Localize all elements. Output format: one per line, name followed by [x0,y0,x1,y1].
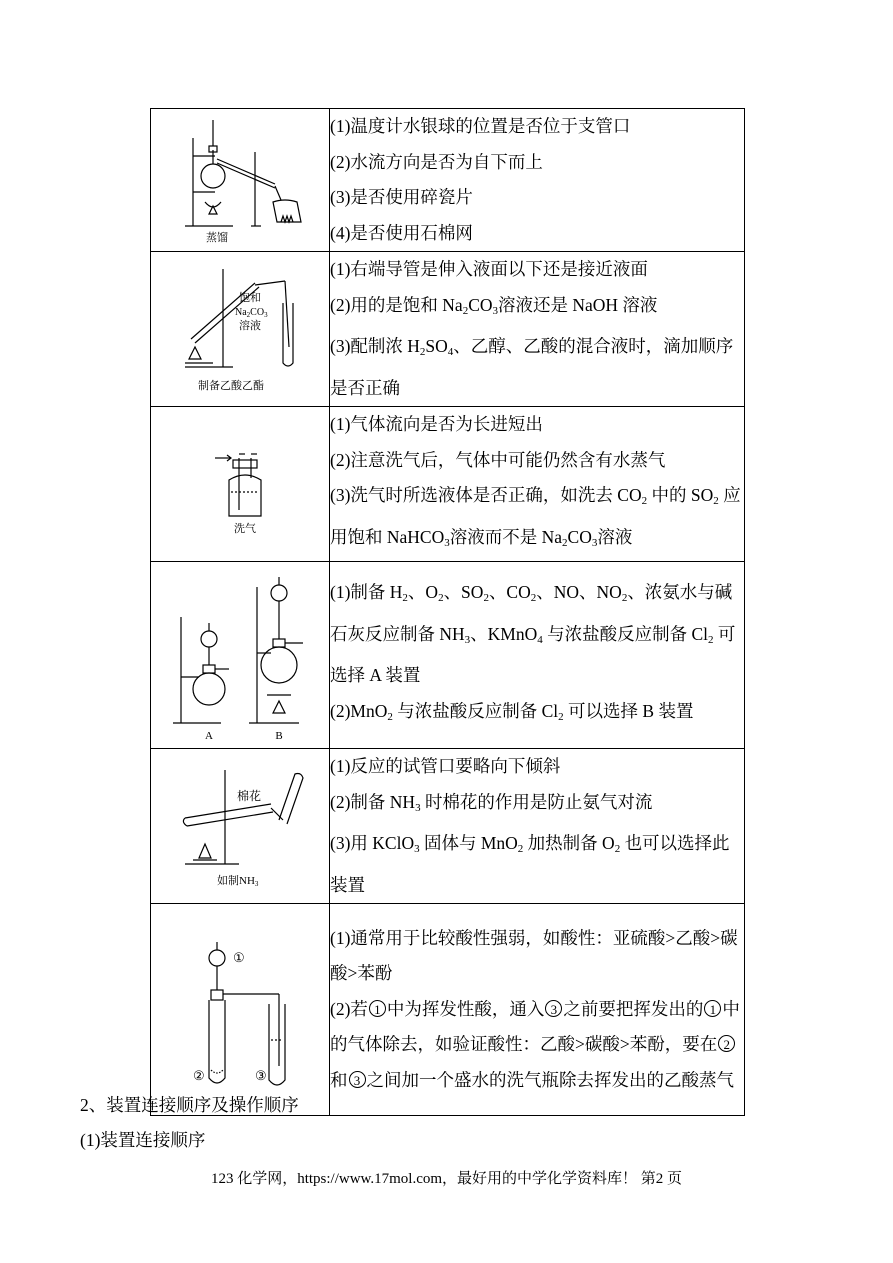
acid-strength-notes [330,904,745,1116]
note-line: (3)用 KClO$_3$ 固体与 MnO$_2$ 加热制备 $O_2$ 也可以选择此装置 [330,833,730,895]
note-line: (1)温度计水银球的位置是否位于支管口 [330,116,631,136]
cotton-label: 棉花 [237,789,262,803]
ethyl-acetate-image-cell [151,252,330,407]
gas-generation-image-cell [151,562,330,749]
gas-washing-image-cell [151,407,330,562]
distillation-image-cell [151,109,330,252]
apparatus-b-label: B [275,730,283,742]
page-footer: 123 化学网，https://www.17mol.com，最好用的中学化学资料库！ 第2 页 [210,1171,683,1187]
note-line: (1)气体流向是否为长进短出 [330,414,543,434]
ethyl-acetate-apparatus-diagram [155,263,325,395]
note-line: (2)制备 $NH_3$ 时棉花的作用是防止氨气对流 [330,791,653,814]
note-line: (1)反应的试管口要略向下倾斜 [330,756,561,776]
apparatus-table [150,108,745,1116]
acid-strength-image-cell [151,904,330,1116]
apparatus-a-label: A [205,730,213,742]
note-line: (2)MnO$_2$ 与浓盐酸反应制备 $Cl_2$ 可以选择 B 装置 [330,700,694,723]
note-line: (4)是否使用石棉网 [330,222,473,243]
ammonia-caption: 如制NH3 [217,875,259,888]
table-row [151,252,745,407]
note-line: (2)用的是饱和 $Na_2CO_3$溶液还是 NaOH 溶液 [330,294,658,317]
note-line: (1)通常用于比较酸性强弱，如酸性：亚硫酸>乙酸>碳酸>苯酚 [330,927,738,984]
na2co3-label: $Na_2CO_3$ [235,307,268,319]
gas-generation-apparatus-diagram [155,567,325,743]
gas-generation-notes [330,562,745,749]
table-row [151,109,745,252]
vessel-2-label: ② [193,1067,205,1083]
note-line: (2)注意洗气后，气体中可能仍然含有水蒸气 [330,449,666,470]
section-heading: 2、装置连接顺序及操作顺序 [80,1095,299,1115]
gas-washing-bottle-diagram [155,418,325,550]
ethyl-acetate-notes [330,252,745,407]
gas-washing-notes [330,407,745,562]
distillation-caption: 蒸馏 [206,232,228,244]
distillation-apparatus-diagram [155,114,325,246]
ethyl-acetate-caption: 制备乙酸乙酯 [198,380,264,392]
table-row [151,749,745,904]
note-line: (1)制备 $H_2$、$O_2$、$SO_2$、$CO_2$、NO、$NO_2$、浓氨水与碱石灰反应制备 $NH_3$、KMnO$_4$ 与浓盐酸反应制备 $Cl_2$ 可选择 A 装置 [330,582,736,685]
note-line: (2)水流方向是否为自下而上 [330,151,543,172]
solution-label: 溶液 [239,320,261,332]
table-row [151,562,745,749]
saturated-label: 饱和 [239,292,261,304]
vessel-3-label: ③ [255,1067,267,1083]
note-line: (3)洗气时所选液体是否正确，如洗去 $CO_2$ 中的 $SO_2$ 应用饱和 NaHCO$_3$溶液而不是 $Na_2CO_3$溶液 [330,485,741,549]
note-line: (3)配制浓 $H_2SO_4$、乙醇、乙酸的混合液时，滴加顺序是否正确 [330,336,734,398]
ammonia-image-cell [151,749,330,904]
note-line: (2)若 1 中为挥发性酸，通入 3 之前要把挥发出的 1 中的气体除去，如验证酸性：乙酸>碳酸>苯酚，要在 2和 3 之间加一个盛水的洗气瓶除去挥发出的乙酸蒸气 [330,998,740,1090]
ammonia-apparatus-diagram [155,760,325,892]
acid-strength-apparatus-diagram [155,910,325,1110]
vessel-1-label: ① [233,949,245,965]
ammonia-notes [330,749,745,904]
gas-washing-caption: 洗气 [234,523,256,535]
note-line: (1)右端导管是伸入液面以下还是接近液面 [330,259,648,279]
table-row [151,904,745,1116]
table-row [151,407,745,562]
note-line: (3)是否使用碎瓷片 [330,187,473,207]
distillation-notes [330,109,745,252]
sub-heading: (1)装置连接顺序 [80,1130,206,1150]
